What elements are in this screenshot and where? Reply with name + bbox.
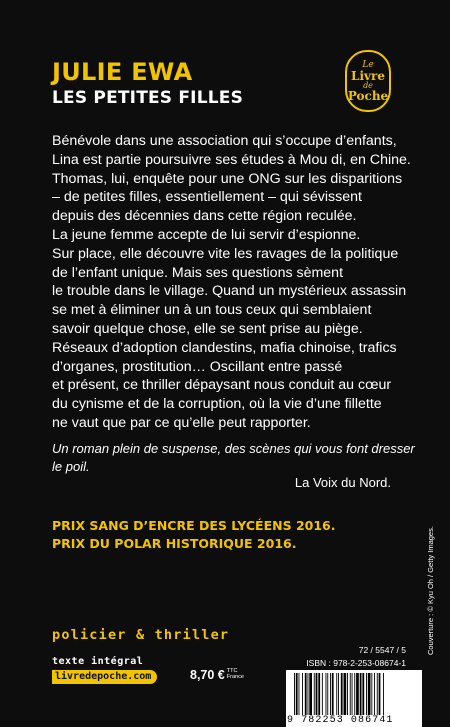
barcode-bar [294,673,295,715]
synopsis-line: depuis des décennies dans cette région reculée. [52,208,357,225]
barcode-bar [360,673,362,715]
barcode-bar [341,673,343,715]
barcode-bar [326,673,327,715]
livre-de-poche-logo [345,50,391,112]
logo-text-le: Le [362,59,374,70]
synopsis-line: Lina est partie poursuivre ses études à Mou di, en Chine. [52,151,411,168]
barcode-bar [338,673,339,715]
catalog-reference: 72 / 5547 / 5 [358,645,406,655]
texte-integral-label: texte intégral [52,656,144,667]
barcode-bar [344,673,347,715]
barcode-bar [330,673,331,715]
synopsis-line: et présent, ce thriller dépaysant nous conduit au cœur [52,377,392,394]
press-quote-source: La Voix du Nord. [294,475,391,490]
barcode-bar [299,673,300,715]
synopsis-line: d’organes, prostitution… Oscillant entre passé [52,358,343,375]
synopsis-line: savoir quelque chose, elle se sent prise au piège. [52,320,363,337]
isbn: ISBN : 978-2-253-08674-1 [306,658,406,668]
synopsis-line: – de petites filles, essentiellement – qui sévissent [52,189,362,206]
price-tax-note [227,668,244,680]
barcode-bar [314,673,315,715]
award-line: PRIX SANG D’ENCRE DES LYCÉENS 2016. [52,518,336,533]
press-quote-line: le poil. [52,459,90,474]
synopsis-line: Bénévole dans une association qui s’occupe d’enfants, [52,133,397,149]
synopsis-line: le trouble dans le village. Quand un mystérieux assassin [52,283,407,300]
barcode-bar [356,673,359,715]
synopsis-line: Réseaux d’adoption clandestins, mafia chinoise, trafics [52,339,397,356]
synopsis-line: se met à éliminer un à un tous ceux qui semblaient [52,302,372,319]
logo-text-poche: Poche [347,88,389,103]
website-tag: livredepoche.com [52,670,157,684]
barcode-bar [368,673,371,715]
synopsis-line: du cynisme et de la corruption, où la vie d’une fillette [52,396,382,413]
barcode [286,670,422,727]
synopsis-line: de l’enfant unique. Mais ses questions sèment [52,264,344,281]
barcode-bar [302,673,303,715]
barcode-bar [374,673,375,715]
award-line: PRIX DU POLAR HISTORIQUE 2016. [52,536,297,551]
barcode-bar [347,673,348,715]
press-quote-line: Un roman plein de suspense, des scènes qui vous font dresser [52,441,415,456]
barcode-bar [379,673,381,715]
synopsis-line: La jeune femme accepte de lui servir d’espionne. [52,226,361,243]
price [190,668,244,682]
synopsis [52,132,411,433]
barcode-bar [305,673,307,715]
barcode-bar [327,673,328,715]
barcode-digits: 9 782253 086741 [287,715,421,726]
barcode-bar [362,673,364,715]
barcode-bar [318,673,320,715]
book-title: LES PETITES FILLES [52,88,244,108]
genre-label: policier & thriller [52,627,230,643]
barcode-bars [294,673,416,715]
logo-text-livre: Livre [351,68,385,83]
synopsis-line: ne vaut que par ce qu’elle peut rapporter. [52,414,311,431]
synopsis-line: Thomas, lui, enquête pour une ONG sur les disparitions [52,170,403,187]
press-quote [52,440,415,476]
price-value: 8,70 € [190,668,225,682]
barcode-bar [354,673,355,715]
barcode-bar [296,673,298,715]
awards [52,517,336,553]
cover-credit: Couverture : © Kyu Oh / Getty Images. [426,526,435,655]
price-country: France [226,674,244,680]
barcode-bar [316,673,318,715]
barcode-bar [352,673,353,715]
barcode-bar [350,673,351,715]
price-ttc: TTC [226,668,238,674]
barcode-bar [308,673,309,715]
barcode-bar [322,673,323,715]
barcode-bar [366,673,367,715]
barcode-bar [309,673,312,715]
barcode-bar [377,673,378,715]
barcode-bar [371,673,372,715]
barcode-bar [332,673,334,715]
author-name: JULIE EWA [52,58,193,86]
logo-text-de: de [363,80,373,90]
barcode-bar [383,673,384,715]
synopsis-line: Sur place, elle découvre vite les ravages de la politique [52,245,399,262]
barcode-bar [336,673,337,715]
